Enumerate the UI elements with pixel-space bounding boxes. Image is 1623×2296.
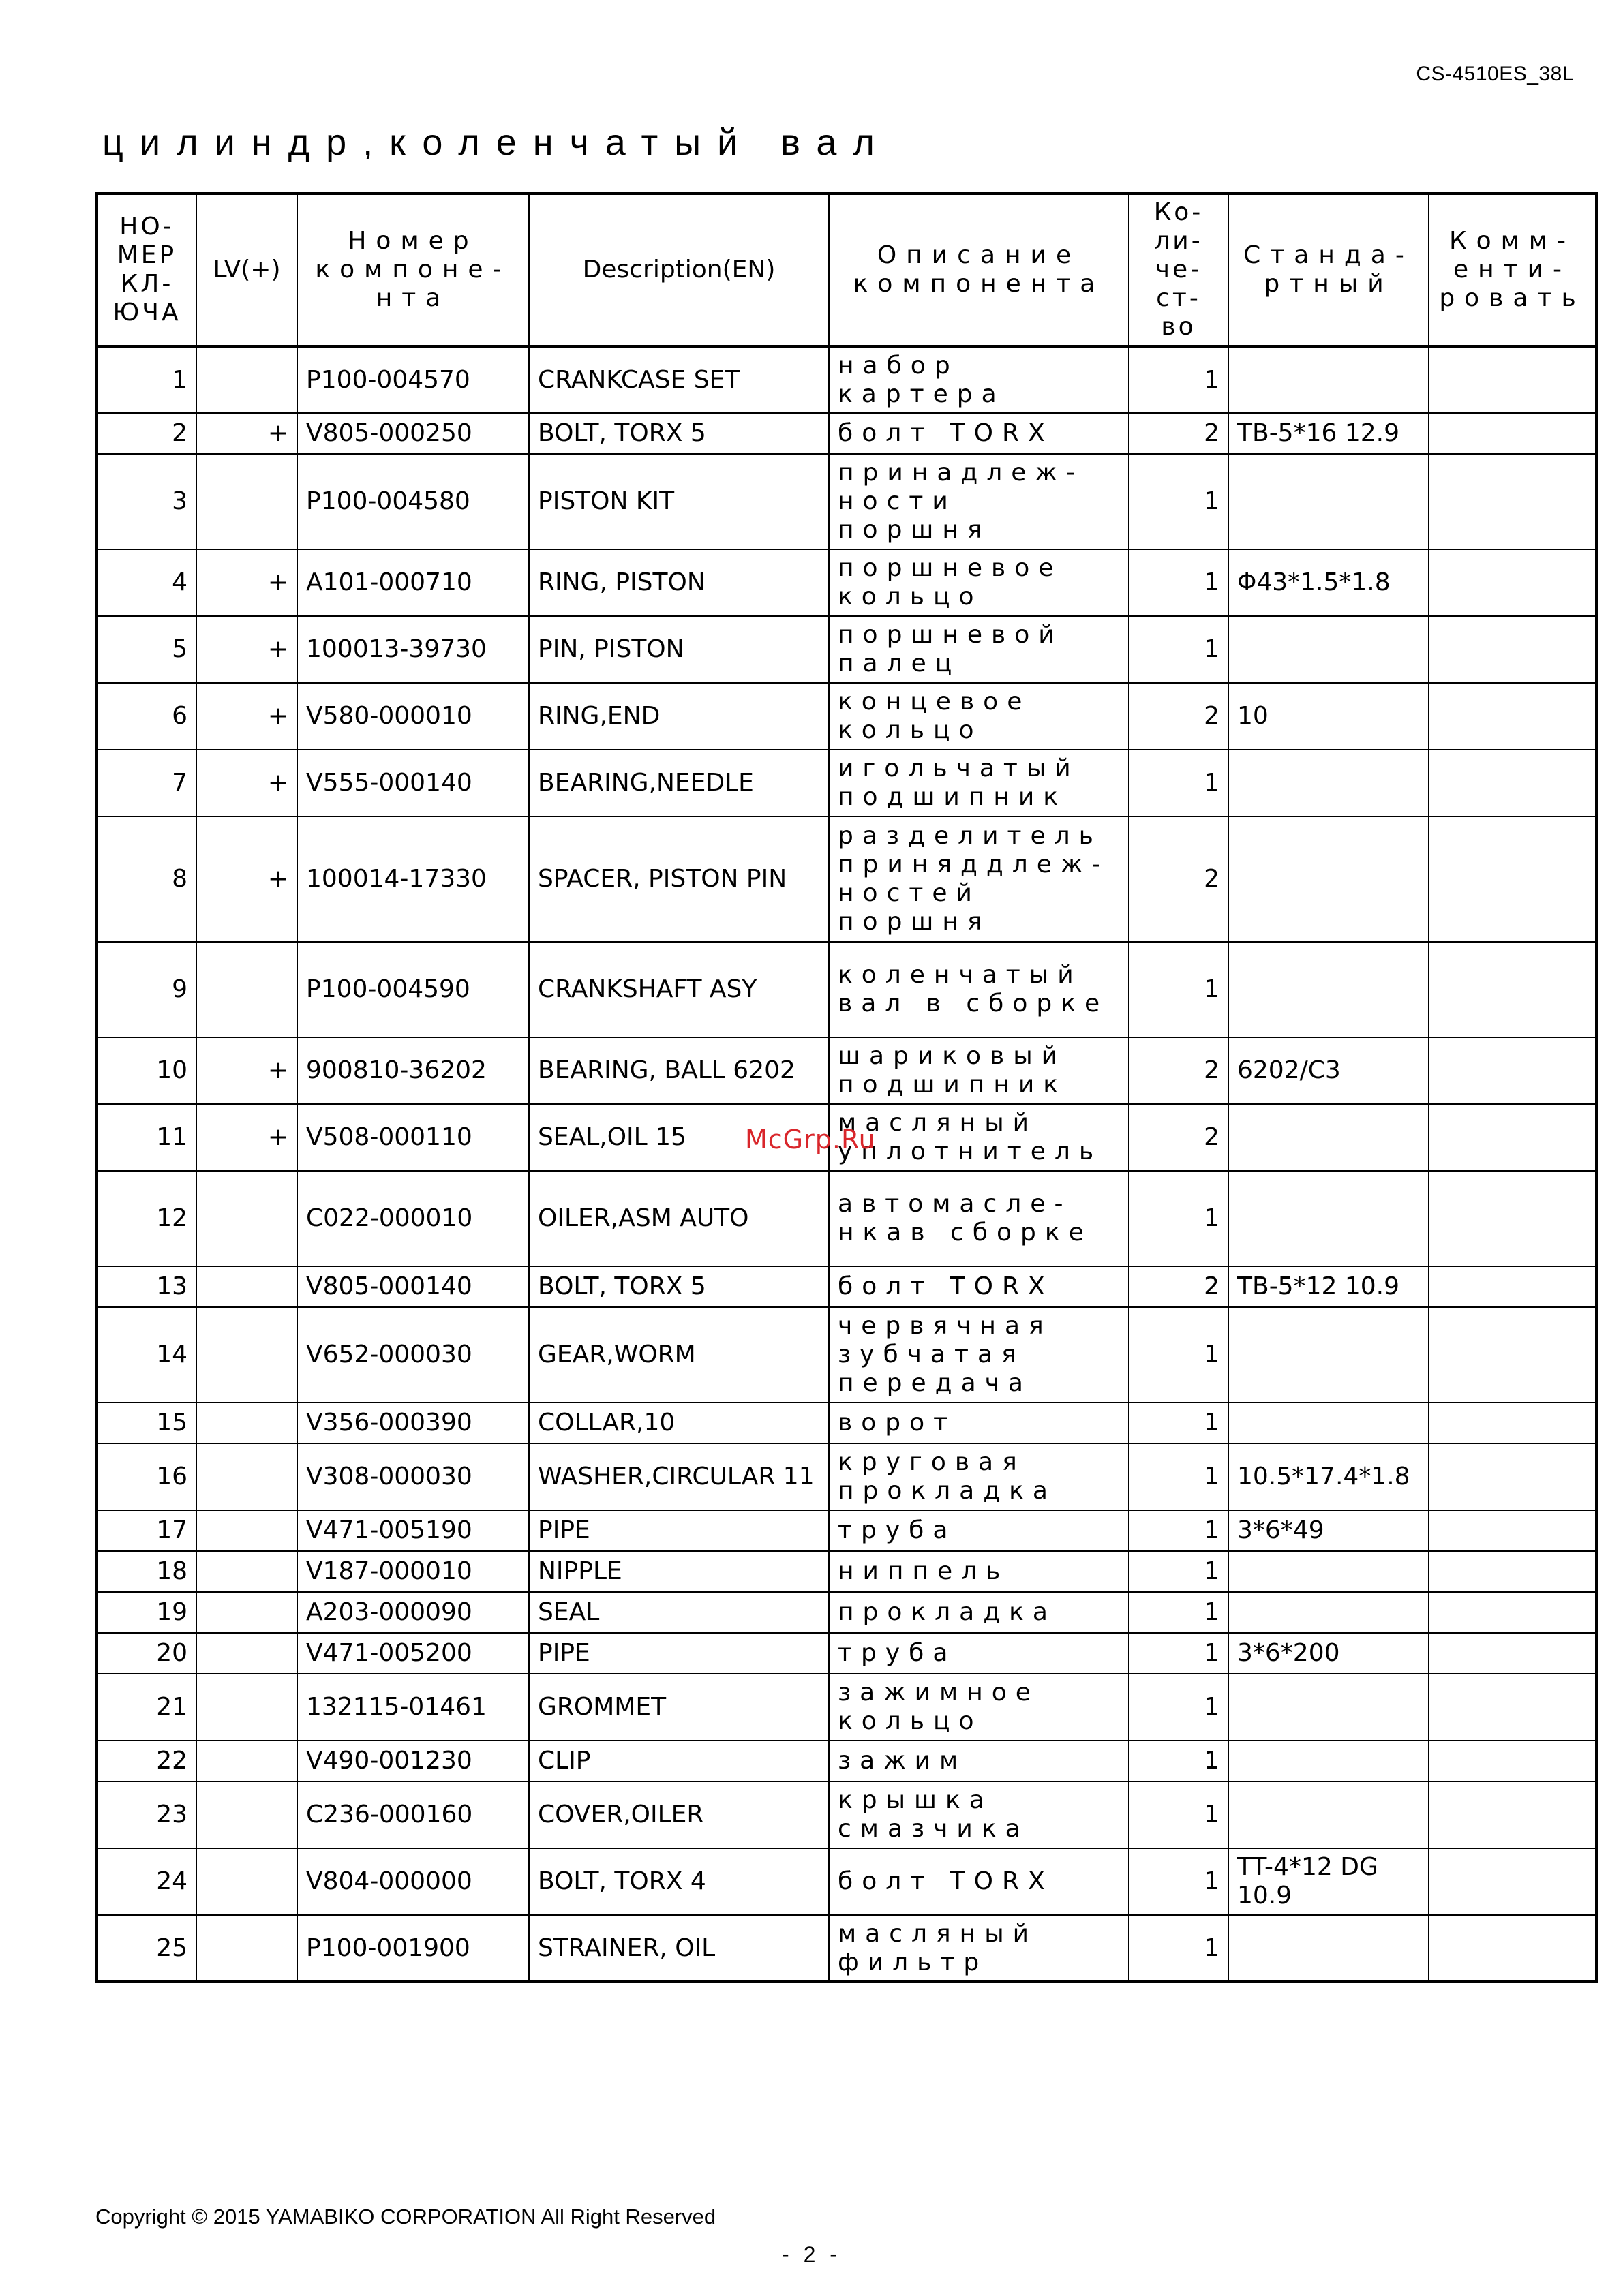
comment-cell bbox=[1429, 616, 1596, 683]
comment-cell bbox=[1429, 454, 1596, 549]
part-number-cell: V508-000110 bbox=[297, 1104, 529, 1171]
description-en-cell: BEARING, BALL 6202 bbox=[529, 1037, 829, 1104]
standard-cell bbox=[1228, 750, 1429, 816]
description-ru-cell: болт TORX bbox=[829, 1266, 1129, 1307]
description-ru-cell: концевое кольцо bbox=[829, 683, 1129, 750]
description-en-cell: PIN, PISTON bbox=[529, 616, 829, 683]
table-row bbox=[97, 1307, 1596, 1403]
lv-cell bbox=[196, 1443, 297, 1510]
lv-cell bbox=[196, 454, 297, 549]
description-ru-cell: ворот bbox=[829, 1403, 1129, 1443]
standard-cell bbox=[1228, 1171, 1429, 1266]
description-ru-cell: шариковый подшипник bbox=[829, 1037, 1129, 1104]
quantity-cell: 1 bbox=[1129, 942, 1228, 1037]
part-number-cell: V805-000140 bbox=[297, 1266, 529, 1307]
part-number-cell: A101-000710 bbox=[297, 549, 529, 616]
part-number-cell: V187-000010 bbox=[297, 1551, 529, 1592]
comment-cell bbox=[1429, 549, 1596, 616]
table-row bbox=[97, 942, 1596, 1037]
quantity-cell: 1 bbox=[1129, 1443, 1228, 1510]
key-no-cell: 25 bbox=[97, 1915, 196, 1982]
quantity-cell: 2 bbox=[1129, 1266, 1228, 1307]
comment-cell bbox=[1429, 1266, 1596, 1307]
key-no-cell: 11 bbox=[97, 1104, 196, 1171]
key-no-cell: 8 bbox=[97, 816, 196, 942]
header-description-ru: Описание компонента bbox=[829, 194, 1129, 346]
watermark: McGrp.Ru bbox=[745, 1124, 876, 1154]
description-ru-cell: принадлеж- ности поршня bbox=[829, 454, 1129, 549]
lv-cell bbox=[196, 1741, 297, 1781]
quantity-cell: 1 bbox=[1129, 1403, 1228, 1443]
key-no-cell: 1 bbox=[97, 346, 196, 413]
quantity-cell: 1 bbox=[1129, 1915, 1228, 1982]
lv-cell: + bbox=[196, 683, 297, 750]
key-no-cell: 19 bbox=[97, 1592, 196, 1633]
part-number-cell: V308-000030 bbox=[297, 1443, 529, 1510]
quantity-cell: 1 bbox=[1129, 454, 1228, 549]
parts-table-body bbox=[97, 346, 1596, 1982]
comment-cell bbox=[1429, 1592, 1596, 1633]
comment-cell bbox=[1429, 1403, 1596, 1443]
comment-cell bbox=[1429, 1037, 1596, 1104]
header-standard: Станда- ртный bbox=[1228, 194, 1429, 346]
part-number-cell: V555-000140 bbox=[297, 750, 529, 816]
standard-cell bbox=[1228, 816, 1429, 942]
description-ru-cell: круговая прокладка bbox=[829, 1443, 1129, 1510]
part-number-cell: V471-005200 bbox=[297, 1633, 529, 1674]
header-comment: Комм- енти- ровать bbox=[1429, 194, 1596, 346]
description-ru-cell: коленчатый вал в сборке bbox=[829, 942, 1129, 1037]
quantity-cell: 1 bbox=[1129, 346, 1228, 413]
part-number-cell: V805-000250 bbox=[297, 413, 529, 454]
lv-cell bbox=[196, 1592, 297, 1633]
comment-cell bbox=[1429, 1781, 1596, 1848]
table-row bbox=[97, 1551, 1596, 1592]
description-ru-cell: болт TORX bbox=[829, 1848, 1129, 1915]
description-en-cell: GROMMET bbox=[529, 1674, 829, 1741]
standard-cell: TT-4*12 DG 10.9 bbox=[1228, 1848, 1429, 1915]
key-no-cell: 6 bbox=[97, 683, 196, 750]
lv-cell: + bbox=[196, 616, 297, 683]
part-number-cell: V652-000030 bbox=[297, 1307, 529, 1403]
quantity-cell: 1 bbox=[1129, 1551, 1228, 1592]
description-ru-cell: масляный уплотнитель bbox=[829, 1104, 1129, 1171]
standard-cell bbox=[1228, 1781, 1429, 1848]
description-en-cell: PIPE bbox=[529, 1510, 829, 1551]
table-row bbox=[97, 413, 1596, 454]
comment-cell bbox=[1429, 1104, 1596, 1171]
quantity-cell: 1 bbox=[1129, 1592, 1228, 1633]
standard-cell: 10 bbox=[1228, 683, 1429, 750]
lv-cell bbox=[196, 346, 297, 413]
description-ru-cell: автомасле- нкав сборке bbox=[829, 1171, 1129, 1266]
description-en-cell: CLIP bbox=[529, 1741, 829, 1781]
description-ru-cell: зажим bbox=[829, 1741, 1129, 1781]
description-ru-cell: червячная зубчатая передача bbox=[829, 1307, 1129, 1403]
table-row bbox=[97, 816, 1596, 942]
description-en-cell: COVER,OILER bbox=[529, 1781, 829, 1848]
quantity-cell: 1 bbox=[1129, 1848, 1228, 1915]
header-key-no: НО- МЕР КЛ- ЮЧА bbox=[97, 194, 196, 346]
comment-cell bbox=[1429, 750, 1596, 816]
comment-cell bbox=[1429, 816, 1596, 942]
quantity-cell: 2 bbox=[1129, 1104, 1228, 1171]
part-number-cell: V471-005190 bbox=[297, 1510, 529, 1551]
standard-cell bbox=[1228, 1915, 1429, 1982]
comment-cell bbox=[1429, 683, 1596, 750]
description-ru-cell: зажимное кольцо bbox=[829, 1674, 1129, 1741]
part-number-cell: C236-000160 bbox=[297, 1781, 529, 1848]
quantity-cell: 1 bbox=[1129, 1633, 1228, 1674]
key-no-cell: 23 bbox=[97, 1781, 196, 1848]
part-number-cell: P100-004570 bbox=[297, 346, 529, 413]
description-en-cell: BOLT, TORX 5 bbox=[529, 1266, 829, 1307]
standard-cell: 3*6*49 bbox=[1228, 1510, 1429, 1551]
comment-cell bbox=[1429, 413, 1596, 454]
part-number-cell: 132115-01461 bbox=[297, 1674, 529, 1741]
table-row bbox=[97, 1848, 1596, 1915]
lv-cell bbox=[196, 1633, 297, 1674]
description-ru-cell: игольчатый подшипник bbox=[829, 750, 1129, 816]
description-ru-cell: болт TORX bbox=[829, 413, 1129, 454]
header-lv: LV(+) bbox=[196, 194, 297, 346]
description-en-cell: NIPPLE bbox=[529, 1551, 829, 1592]
description-ru-cell: разделитель приняддлеж- ностей поршня bbox=[829, 816, 1129, 942]
standard-cell bbox=[1228, 1403, 1429, 1443]
lv-cell: + bbox=[196, 750, 297, 816]
table-row bbox=[97, 346, 1596, 413]
parts-table bbox=[95, 192, 1598, 1983]
lv-cell bbox=[196, 1674, 297, 1741]
key-no-cell: 16 bbox=[97, 1443, 196, 1510]
description-en-cell: RING,END bbox=[529, 683, 829, 750]
key-no-cell: 18 bbox=[97, 1551, 196, 1592]
table-row bbox=[97, 1633, 1596, 1674]
part-number-cell: V804-000000 bbox=[297, 1848, 529, 1915]
header-part-no: Номер компоне- нта bbox=[297, 194, 529, 346]
description-ru-cell: крышка смазчика bbox=[829, 1781, 1129, 1848]
description-en-cell: WASHER,CIRCULAR 11 bbox=[529, 1443, 829, 1510]
quantity-cell: 1 bbox=[1129, 1674, 1228, 1741]
quantity-cell: 1 bbox=[1129, 616, 1228, 683]
description-en-cell: PISTON KIT bbox=[529, 454, 829, 549]
lv-cell bbox=[196, 1266, 297, 1307]
quantity-cell: 1 bbox=[1129, 1171, 1228, 1266]
description-ru-cell: ниппель bbox=[829, 1551, 1129, 1592]
lv-cell bbox=[196, 1848, 297, 1915]
table-row bbox=[97, 454, 1596, 549]
description-en-cell: BOLT, TORX 5 bbox=[529, 413, 829, 454]
lv-cell: + bbox=[196, 413, 297, 454]
key-no-cell: 17 bbox=[97, 1510, 196, 1551]
part-number-cell: P100-004590 bbox=[297, 942, 529, 1037]
lv-cell bbox=[196, 1915, 297, 1982]
quantity-cell: 2 bbox=[1129, 413, 1228, 454]
description-en-cell: BOLT, TORX 4 bbox=[529, 1848, 829, 1915]
lv-cell bbox=[196, 1510, 297, 1551]
quantity-cell: 1 bbox=[1129, 549, 1228, 616]
part-number-cell: 100013-39730 bbox=[297, 616, 529, 683]
standard-cell: Φ43*1.5*1.8 bbox=[1228, 549, 1429, 616]
key-no-cell: 9 bbox=[97, 942, 196, 1037]
key-no-cell: 4 bbox=[97, 549, 196, 616]
standard-cell: 10.5*17.4*1.8 bbox=[1228, 1443, 1429, 1510]
comment-cell bbox=[1429, 1171, 1596, 1266]
comment-cell bbox=[1429, 346, 1596, 413]
table-row bbox=[97, 549, 1596, 616]
table-header-row bbox=[97, 194, 1596, 346]
part-number-cell: A203-000090 bbox=[297, 1592, 529, 1633]
standard-cell bbox=[1228, 1592, 1429, 1633]
key-no-cell: 15 bbox=[97, 1403, 196, 1443]
standard-cell bbox=[1228, 346, 1429, 413]
comment-cell bbox=[1429, 1848, 1596, 1915]
standard-cell: TB-5*12 10.9 bbox=[1228, 1266, 1429, 1307]
description-en-cell: COLLAR,10 bbox=[529, 1403, 829, 1443]
lv-cell bbox=[196, 1781, 297, 1848]
table-row bbox=[97, 683, 1596, 750]
key-no-cell: 5 bbox=[97, 616, 196, 683]
description-en-cell: SPACER, PISTON PIN bbox=[529, 816, 829, 942]
description-ru-cell: прокладка bbox=[829, 1592, 1129, 1633]
standard-cell bbox=[1228, 1741, 1429, 1781]
quantity-cell: 1 bbox=[1129, 1307, 1228, 1403]
standard-cell: TB-5*16 12.9 bbox=[1228, 413, 1429, 454]
standard-cell bbox=[1228, 1551, 1429, 1592]
part-number-cell: V356-000390 bbox=[297, 1403, 529, 1443]
lv-cell bbox=[196, 1307, 297, 1403]
description-ru-cell: масляный фильтр bbox=[829, 1915, 1129, 1982]
part-number-cell: 100014-17330 bbox=[297, 816, 529, 942]
part-number-cell: V580-000010 bbox=[297, 683, 529, 750]
description-en-cell: GEAR,WORM bbox=[529, 1307, 829, 1403]
key-no-cell: 12 bbox=[97, 1171, 196, 1266]
table-row bbox=[97, 1403, 1596, 1443]
key-no-cell: 21 bbox=[97, 1674, 196, 1741]
lv-cell bbox=[196, 1551, 297, 1592]
standard-cell bbox=[1228, 1104, 1429, 1171]
quantity-cell: 1 bbox=[1129, 1781, 1228, 1848]
comment-cell bbox=[1429, 1741, 1596, 1781]
description-en-cell: STRAINER, OIL bbox=[529, 1915, 829, 1982]
description-ru-cell: труба bbox=[829, 1633, 1129, 1674]
table-row bbox=[97, 1915, 1596, 1982]
key-no-cell: 20 bbox=[97, 1633, 196, 1674]
header-qty: Ко- ли- че- ст- во bbox=[1129, 194, 1228, 346]
comment-cell bbox=[1429, 942, 1596, 1037]
comment-cell bbox=[1429, 1443, 1596, 1510]
lv-cell: + bbox=[196, 1104, 297, 1171]
description-en-cell: BEARING,NEEDLE bbox=[529, 750, 829, 816]
table-row bbox=[97, 1781, 1596, 1848]
comment-cell bbox=[1429, 1915, 1596, 1982]
key-no-cell: 22 bbox=[97, 1741, 196, 1781]
part-number-cell: P100-004580 bbox=[297, 454, 529, 549]
part-number-cell: 900810-36202 bbox=[297, 1037, 529, 1104]
description-en-cell: CRANKSHAFT ASY bbox=[529, 942, 829, 1037]
standard-cell bbox=[1228, 942, 1429, 1037]
description-en-cell: CRANKCASE SET bbox=[529, 346, 829, 413]
key-no-cell: 10 bbox=[97, 1037, 196, 1104]
key-no-cell: 3 bbox=[97, 454, 196, 549]
lv-cell bbox=[196, 942, 297, 1037]
description-ru-cell: поршневой палец bbox=[829, 616, 1129, 683]
quantity-cell: 1 bbox=[1129, 1741, 1228, 1781]
description-en-cell: RING, PISTON bbox=[529, 549, 829, 616]
standard-cell: 6202/C3 bbox=[1228, 1037, 1429, 1104]
standard-cell bbox=[1228, 616, 1429, 683]
part-number-cell: V490-001230 bbox=[297, 1741, 529, 1781]
description-ru-cell: поршневое кольцо bbox=[829, 549, 1129, 616]
standard-cell bbox=[1228, 454, 1429, 549]
description-ru-cell: труба bbox=[829, 1510, 1129, 1551]
quantity-cell: 1 bbox=[1129, 1510, 1228, 1551]
table-row bbox=[97, 1592, 1596, 1633]
standard-cell: 3*6*200 bbox=[1228, 1633, 1429, 1674]
table-row bbox=[97, 1037, 1596, 1104]
quantity-cell: 2 bbox=[1129, 683, 1228, 750]
table-row bbox=[97, 1674, 1596, 1741]
lv-cell: + bbox=[196, 816, 297, 942]
table-row bbox=[97, 1510, 1596, 1551]
description-en-cell: PIPE bbox=[529, 1633, 829, 1674]
page-number: - 2 - bbox=[782, 2242, 841, 2267]
table-row bbox=[97, 1741, 1596, 1781]
comment-cell bbox=[1429, 1551, 1596, 1592]
key-no-cell: 13 bbox=[97, 1266, 196, 1307]
quantity-cell: 1 bbox=[1129, 750, 1228, 816]
description-en-cell: SEAL,OIL 15 bbox=[529, 1104, 829, 1171]
quantity-cell: 2 bbox=[1129, 1037, 1228, 1104]
key-no-cell: 2 bbox=[97, 413, 196, 454]
document-code: CS-4510ES_38L bbox=[1416, 63, 1574, 85]
lv-cell bbox=[196, 1171, 297, 1266]
standard-cell bbox=[1228, 1307, 1429, 1403]
lv-cell bbox=[196, 1403, 297, 1443]
standard-cell bbox=[1228, 1674, 1429, 1741]
quantity-cell: 2 bbox=[1129, 816, 1228, 942]
table-row bbox=[97, 616, 1596, 683]
description-en-cell: SEAL bbox=[529, 1592, 829, 1633]
part-number-cell: C022-000010 bbox=[297, 1171, 529, 1266]
comment-cell bbox=[1429, 1307, 1596, 1403]
page-title: цилиндр,коленчатый вал bbox=[102, 122, 891, 163]
lv-cell: + bbox=[196, 1037, 297, 1104]
comment-cell bbox=[1429, 1674, 1596, 1741]
table-row bbox=[97, 1171, 1596, 1266]
key-no-cell: 24 bbox=[97, 1848, 196, 1915]
comment-cell bbox=[1429, 1510, 1596, 1551]
table-row bbox=[97, 1443, 1596, 1510]
comment-cell bbox=[1429, 1633, 1596, 1674]
table-row bbox=[97, 750, 1596, 816]
table-row bbox=[97, 1266, 1596, 1307]
description-en-cell: OILER,ASM AUTO bbox=[529, 1171, 829, 1266]
key-no-cell: 7 bbox=[97, 750, 196, 816]
part-number-cell: P100-001900 bbox=[297, 1915, 529, 1982]
copyright-notice: Copyright © 2015 YAMABIKO CORPORATION All Right Reserved bbox=[95, 2205, 716, 2229]
lv-cell: + bbox=[196, 549, 297, 616]
description-ru-cell: набор картера bbox=[829, 346, 1129, 413]
key-no-cell: 14 bbox=[97, 1307, 196, 1403]
header-description-en: Description(EN) bbox=[529, 194, 829, 346]
